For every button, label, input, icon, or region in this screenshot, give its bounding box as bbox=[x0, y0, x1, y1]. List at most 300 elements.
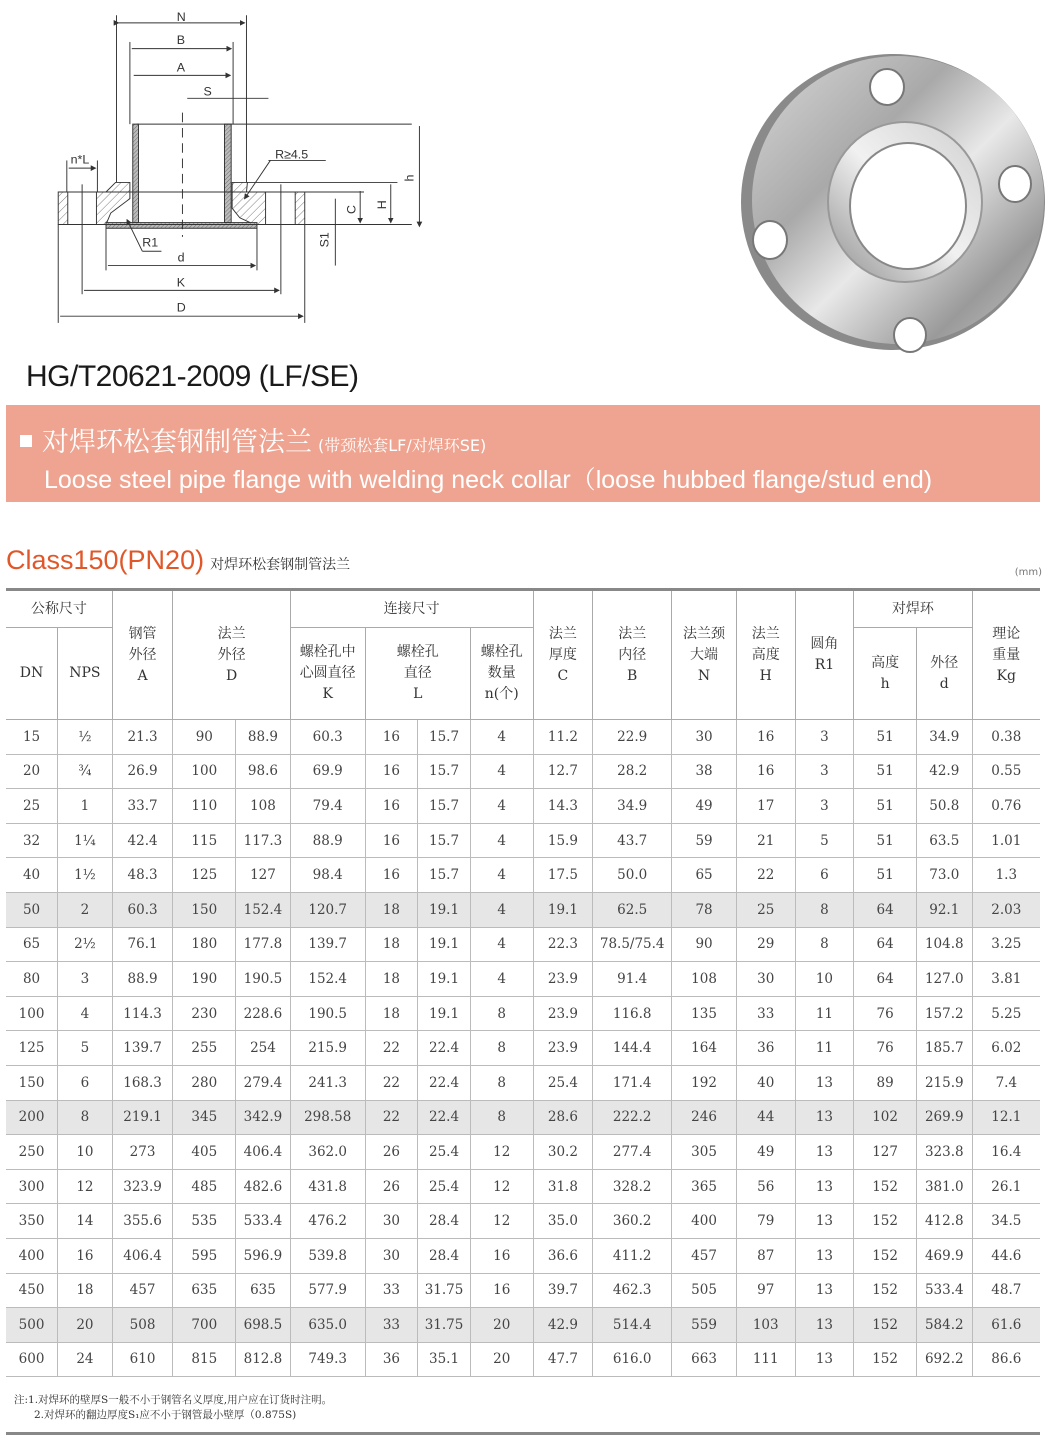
table-row bbox=[6, 789, 1040, 824]
cell-weight: 1.01 bbox=[972, 823, 1040, 858]
cell-bolt-hole: 15.7 bbox=[418, 823, 471, 858]
cell-collar-d: 50.8 bbox=[916, 789, 972, 824]
dim-label-C: C bbox=[344, 204, 359, 214]
cell-bolt-hole-nominal: 16 bbox=[365, 823, 418, 858]
cell-bolt-hole-nominal: 33 bbox=[365, 1308, 418, 1343]
cell-height: 103 bbox=[736, 1308, 795, 1343]
cell-flange-od-nominal: 115 bbox=[173, 823, 236, 858]
cell-pipe-od: 457 bbox=[112, 1273, 173, 1308]
bolt-hole bbox=[894, 318, 926, 352]
cell-neck: 135 bbox=[672, 996, 737, 1031]
header-bolt-count: 螺栓孔 数量 n(个) bbox=[470, 628, 533, 720]
flange-product-photo bbox=[730, 40, 1050, 360]
cell-bolt-hole-nominal: 16 bbox=[365, 789, 418, 824]
cell-pipe-od: 26.9 bbox=[112, 754, 173, 789]
cell-bolt-count: 4 bbox=[470, 962, 533, 997]
cell-bolt-circle: 69.9 bbox=[290, 754, 365, 789]
header-flange-od: 法兰 外径 D bbox=[173, 590, 290, 720]
cell-flange-od-nominal: 595 bbox=[173, 1238, 236, 1273]
cell-collar-d: 381.0 bbox=[916, 1169, 972, 1204]
cell-collar-h: 51 bbox=[854, 858, 917, 893]
cell-bolt-count: 4 bbox=[470, 754, 533, 789]
flange-spec-table bbox=[6, 588, 1040, 1377]
cell-dn: 150 bbox=[6, 1065, 58, 1100]
cell-dn: 20 bbox=[6, 754, 58, 789]
cell-bolt-circle: 98.4 bbox=[290, 858, 365, 893]
cell-dn: 100 bbox=[6, 996, 58, 1031]
cell-height: 21 bbox=[736, 823, 795, 858]
cell-bolt-hole: 22.4 bbox=[418, 1065, 471, 1100]
cell-bolt-hole-nominal: 36 bbox=[365, 1342, 418, 1377]
cell-height: 33 bbox=[736, 996, 795, 1031]
cell-bolt-hole: 25.4 bbox=[418, 1135, 471, 1170]
dim-label-nL: n*L bbox=[70, 152, 90, 167]
cell-dn: 600 bbox=[6, 1342, 58, 1377]
cell-nps: 1½ bbox=[58, 858, 113, 893]
cell-bolt-hole-nominal: 26 bbox=[365, 1169, 418, 1204]
cell-bolt-circle: 190.5 bbox=[290, 996, 365, 1031]
cell-neck: 505 bbox=[672, 1273, 737, 1308]
cell-bolt-count: 20 bbox=[470, 1342, 533, 1377]
cell-nps: 1¼ bbox=[58, 823, 113, 858]
table-row bbox=[6, 1065, 1040, 1100]
cell-neck: 30 bbox=[672, 720, 737, 755]
cell-collar-h: 152 bbox=[854, 1273, 917, 1308]
cell-bolt-hole: 15.7 bbox=[418, 789, 471, 824]
cell-height: 22 bbox=[736, 858, 795, 893]
cell-weight: 34.5 bbox=[972, 1204, 1040, 1239]
cell-flange-od-nominal: 90 bbox=[173, 720, 236, 755]
cell-bolt-hole: 22.4 bbox=[418, 1100, 471, 1135]
cell-dn: 80 bbox=[6, 962, 58, 997]
cell-flange-od: 279.4 bbox=[236, 1065, 291, 1100]
cell-radius: 13 bbox=[795, 1135, 854, 1170]
table-row bbox=[6, 1100, 1040, 1135]
cell-dn: 50 bbox=[6, 892, 58, 927]
cell-bolt-hole: 15.7 bbox=[418, 754, 471, 789]
cell-collar-h: 64 bbox=[854, 962, 917, 997]
dim-label-K: K bbox=[176, 275, 185, 290]
cell-flange-od: 108 bbox=[236, 789, 291, 824]
cell-flange-od: 177.8 bbox=[236, 927, 291, 962]
cell-bolt-hole: 19.1 bbox=[418, 962, 471, 997]
dim-label-B: B bbox=[176, 32, 185, 47]
flange-cross-section-drawing bbox=[20, 0, 450, 340]
cell-pipe-od: 406.4 bbox=[112, 1238, 173, 1273]
cell-pipe-od: 114.3 bbox=[112, 996, 173, 1031]
cell-collar-h: 152 bbox=[854, 1342, 917, 1377]
cell-inner-dia: 616.0 bbox=[593, 1342, 672, 1377]
cell-flange-od-nominal: 535 bbox=[173, 1204, 236, 1239]
cell-collar-d: 323.8 bbox=[916, 1135, 972, 1170]
cell-nps: 18 bbox=[58, 1273, 113, 1308]
cell-inner-dia: 50.0 bbox=[593, 858, 672, 893]
cell-thickness: 19.1 bbox=[533, 892, 593, 927]
dim-label-S1: S1 bbox=[317, 232, 332, 248]
cell-weight: 0.38 bbox=[972, 720, 1040, 755]
cell-collar-d: 42.9 bbox=[916, 754, 972, 789]
cell-radius: 10 bbox=[795, 962, 854, 997]
unit-label: (mm) bbox=[1014, 567, 1042, 578]
cell-dn: 500 bbox=[6, 1308, 58, 1343]
cell-weight: 7.4 bbox=[972, 1065, 1040, 1100]
cell-thickness: 30.2 bbox=[533, 1135, 593, 1170]
cell-nps: 1 bbox=[58, 789, 113, 824]
dim-label-D: D bbox=[176, 300, 186, 315]
cell-pipe-od: 88.9 bbox=[112, 962, 173, 997]
cell-bolt-hole-nominal: 22 bbox=[365, 1031, 418, 1066]
cell-nps: 3 bbox=[58, 962, 113, 997]
cell-flange-od-nominal: 230 bbox=[173, 996, 236, 1031]
cell-radius: 5 bbox=[795, 823, 854, 858]
banner-title-cn: 对焊环松套钢制管法兰 bbox=[42, 427, 312, 458]
header-collar: 对焊环 bbox=[854, 590, 972, 628]
cell-radius: 3 bbox=[795, 720, 854, 755]
cell-collar-h: 127 bbox=[854, 1135, 917, 1170]
cell-collar-d: 63.5 bbox=[916, 823, 972, 858]
cell-inner-dia: 411.2 bbox=[593, 1238, 672, 1273]
cell-bolt-hole: 25.4 bbox=[418, 1169, 471, 1204]
cell-collar-d: 692.2 bbox=[916, 1342, 972, 1377]
cell-weight: 5.25 bbox=[972, 996, 1040, 1031]
cell-bolt-circle: 476.2 bbox=[290, 1204, 365, 1239]
cell-collar-h: 152 bbox=[854, 1204, 917, 1239]
cell-height: 30 bbox=[736, 962, 795, 997]
cell-weight: 3.25 bbox=[972, 927, 1040, 962]
cell-weight: 44.6 bbox=[972, 1238, 1040, 1273]
banner-title-cn-sub: (带颈松套LF/对焊环SE) bbox=[318, 436, 487, 455]
cell-neck: 365 bbox=[672, 1169, 737, 1204]
cell-dn: 15 bbox=[6, 720, 58, 755]
cell-weight: 1.3 bbox=[972, 858, 1040, 893]
cell-bolt-hole: 31.75 bbox=[418, 1273, 471, 1308]
table-row bbox=[6, 858, 1040, 893]
cell-collar-d: 157.2 bbox=[916, 996, 972, 1031]
cell-pipe-od: 168.3 bbox=[112, 1065, 173, 1100]
cell-radius: 3 bbox=[795, 754, 854, 789]
table-body bbox=[6, 720, 1040, 1377]
class-label: Class150(PN20) bbox=[6, 545, 205, 575]
cell-bolt-hole-nominal: 18 bbox=[365, 962, 418, 997]
cell-collar-h: 64 bbox=[854, 927, 917, 962]
cell-radius: 13 bbox=[795, 1342, 854, 1377]
cell-thickness: 23.9 bbox=[533, 996, 593, 1031]
cell-inner-dia: 22.9 bbox=[593, 720, 672, 755]
cell-thickness: 36.6 bbox=[533, 1238, 593, 1273]
table-row bbox=[6, 1031, 1040, 1066]
cell-height: 16 bbox=[736, 754, 795, 789]
cell-weight: 6.02 bbox=[972, 1031, 1040, 1066]
cell-flange-od: 254 bbox=[236, 1031, 291, 1066]
cell-pipe-od: 273 bbox=[112, 1135, 173, 1170]
cell-flange-od: 635 bbox=[236, 1273, 291, 1308]
cell-dn: 125 bbox=[6, 1031, 58, 1066]
cell-collar-d: 215.9 bbox=[916, 1065, 972, 1100]
cell-flange-od-nominal: 190 bbox=[173, 962, 236, 997]
cell-radius: 8 bbox=[795, 927, 854, 962]
cell-bolt-count: 4 bbox=[470, 823, 533, 858]
cell-inner-dia: 328.2 bbox=[593, 1169, 672, 1204]
cell-bolt-circle: 635.0 bbox=[290, 1308, 365, 1343]
bolt-hole bbox=[999, 166, 1031, 202]
cell-neck: 559 bbox=[672, 1308, 737, 1343]
cell-height: 87 bbox=[736, 1238, 795, 1273]
banner-title-cn-row bbox=[20, 420, 486, 459]
class-sub-label: 对焊环松套钢制管法兰 bbox=[210, 557, 351, 573]
cell-bolt-count: 12 bbox=[470, 1135, 533, 1170]
cell-collar-h: 152 bbox=[854, 1169, 917, 1204]
cell-flange-od: 482.6 bbox=[236, 1169, 291, 1204]
cell-dn: 65 bbox=[6, 927, 58, 962]
bottom-divider bbox=[6, 1432, 1040, 1435]
cell-flange-od-nominal: 255 bbox=[173, 1031, 236, 1066]
cell-neck: 400 bbox=[672, 1204, 737, 1239]
cell-flange-od: 117.3 bbox=[236, 823, 291, 858]
header-bolt-hole: 螺栓孔 直径 L bbox=[365, 628, 470, 720]
cell-flange-od: 342.9 bbox=[236, 1100, 291, 1135]
cell-thickness: 35.0 bbox=[533, 1204, 593, 1239]
cell-thickness: 12.7 bbox=[533, 754, 593, 789]
cell-dn: 400 bbox=[6, 1238, 58, 1273]
cell-flange-od-nominal: 405 bbox=[173, 1135, 236, 1170]
cell-bolt-count: 12 bbox=[470, 1169, 533, 1204]
notes bbox=[14, 1393, 332, 1423]
cell-weight: 61.6 bbox=[972, 1308, 1040, 1343]
cell-thickness: 31.8 bbox=[533, 1169, 593, 1204]
cell-flange-od-nominal: 110 bbox=[173, 789, 236, 824]
cell-nps: 16 bbox=[58, 1238, 113, 1273]
banner-title-en: Loose steel pipe flange with welding neck collar（loose hubbed flange/stud end) bbox=[44, 466, 933, 494]
cell-flange-od: 98.6 bbox=[236, 754, 291, 789]
header-dn: DN bbox=[6, 628, 58, 720]
cell-neck: 663 bbox=[672, 1342, 737, 1377]
cell-inner-dia: 34.9 bbox=[593, 789, 672, 824]
cell-radius: 13 bbox=[795, 1204, 854, 1239]
cell-bolt-circle: 120.7 bbox=[290, 892, 365, 927]
cell-neck: 305 bbox=[672, 1135, 737, 1170]
cell-weight: 16.4 bbox=[972, 1135, 1040, 1170]
cell-flange-od: 88.9 bbox=[236, 720, 291, 755]
cell-inner-dia: 514.4 bbox=[593, 1308, 672, 1343]
cell-radius: 13 bbox=[795, 1100, 854, 1135]
cell-flange-od-nominal: 345 bbox=[173, 1100, 236, 1135]
cell-pipe-od: 355.6 bbox=[112, 1204, 173, 1239]
cell-nps: 8 bbox=[58, 1100, 113, 1135]
cell-bolt-circle: 749.3 bbox=[290, 1342, 365, 1377]
cell-pipe-od: 323.9 bbox=[112, 1169, 173, 1204]
cell-weight: 12.1 bbox=[972, 1100, 1040, 1135]
cell-collar-d: 469.9 bbox=[916, 1238, 972, 1273]
header-radius: 圆角 R1 bbox=[795, 590, 854, 720]
cell-radius: 8 bbox=[795, 892, 854, 927]
cell-bolt-circle: 362.0 bbox=[290, 1135, 365, 1170]
cell-bolt-count: 4 bbox=[470, 789, 533, 824]
cell-bolt-hole-nominal: 30 bbox=[365, 1238, 418, 1273]
cell-bolt-count: 4 bbox=[470, 858, 533, 893]
cell-collar-h: 89 bbox=[854, 1065, 917, 1100]
header-inner-dia: 法兰 内径 B bbox=[593, 590, 672, 720]
cell-flange-od: 190.5 bbox=[236, 962, 291, 997]
square-bullet-icon bbox=[20, 435, 32, 447]
header-nominal-size: 公称尺寸 bbox=[6, 590, 112, 628]
cell-nps: 2 bbox=[58, 892, 113, 927]
cell-collar-d: 34.9 bbox=[916, 720, 972, 755]
header-connection: 连接尺寸 bbox=[290, 590, 533, 628]
cell-neck: 78 bbox=[672, 892, 737, 927]
cell-pipe-od: 508 bbox=[112, 1308, 173, 1343]
cell-flange-od: 533.4 bbox=[236, 1204, 291, 1239]
cell-neck: 65 bbox=[672, 858, 737, 893]
cell-pipe-od: 610 bbox=[112, 1342, 173, 1377]
cell-pipe-od: 33.7 bbox=[112, 789, 173, 824]
cell-bolt-hole: 15.7 bbox=[418, 858, 471, 893]
cell-neck: 164 bbox=[672, 1031, 737, 1066]
cell-bolt-count: 8 bbox=[470, 996, 533, 1031]
note-1: 注:1.对焊环的壁厚S一般不小于钢管名义厚度,用户应在订货时注明。 bbox=[14, 1394, 333, 1406]
cell-collar-d: 412.8 bbox=[916, 1204, 972, 1239]
cell-thickness: 42.9 bbox=[533, 1308, 593, 1343]
bolt-hole bbox=[870, 69, 904, 105]
cell-neck: 59 bbox=[672, 823, 737, 858]
table-row bbox=[6, 996, 1040, 1031]
cell-nps: 5 bbox=[58, 1031, 113, 1066]
cell-inner-dia: 144.4 bbox=[593, 1031, 672, 1066]
dim-label-N: N bbox=[176, 9, 186, 24]
cell-nps: 14 bbox=[58, 1204, 113, 1239]
cell-bolt-circle: 152.4 bbox=[290, 962, 365, 997]
cell-pipe-od: 42.4 bbox=[112, 823, 173, 858]
cell-bolt-count: 4 bbox=[470, 892, 533, 927]
cell-bolt-hole: 35.1 bbox=[418, 1342, 471, 1377]
dim-label-d: d bbox=[177, 250, 185, 265]
cell-bolt-hole: 19.1 bbox=[418, 996, 471, 1031]
cell-height: 56 bbox=[736, 1169, 795, 1204]
cell-nps: 20 bbox=[58, 1308, 113, 1343]
cell-height: 79 bbox=[736, 1204, 795, 1239]
header-collar-d: 外径 d bbox=[916, 628, 972, 720]
cell-bolt-count: 8 bbox=[470, 1100, 533, 1135]
cell-collar-d: 73.0 bbox=[916, 858, 972, 893]
cell-collar-h: 51 bbox=[854, 720, 917, 755]
table-row bbox=[6, 1342, 1040, 1377]
table-row bbox=[6, 1308, 1040, 1343]
cell-bolt-circle: 215.9 bbox=[290, 1031, 365, 1066]
cell-height: 40 bbox=[736, 1065, 795, 1100]
cell-flange-od: 228.6 bbox=[236, 996, 291, 1031]
cell-thickness: 15.9 bbox=[533, 823, 593, 858]
cell-pipe-od: 76.1 bbox=[112, 927, 173, 962]
title-banner bbox=[6, 405, 1040, 502]
cell-inner-dia: 43.7 bbox=[593, 823, 672, 858]
cell-collar-h: 102 bbox=[854, 1100, 917, 1135]
cell-neck: 246 bbox=[672, 1100, 737, 1135]
cell-collar-h: 76 bbox=[854, 996, 917, 1031]
cell-dn: 300 bbox=[6, 1169, 58, 1204]
header-pipe-od: 钢管 外径 A bbox=[112, 590, 173, 720]
cell-flange-od-nominal: 100 bbox=[173, 754, 236, 789]
cell-bolt-hole-nominal: 18 bbox=[365, 996, 418, 1031]
cell-flange-od: 812.8 bbox=[236, 1342, 291, 1377]
cell-dn: 40 bbox=[6, 858, 58, 893]
cell-bolt-hole-nominal: 16 bbox=[365, 858, 418, 893]
cell-flange-od-nominal: 485 bbox=[173, 1169, 236, 1204]
cell-nps: 12 bbox=[58, 1169, 113, 1204]
cell-bolt-hole-nominal: 18 bbox=[365, 927, 418, 962]
table-row bbox=[6, 720, 1040, 755]
cell-height: 25 bbox=[736, 892, 795, 927]
cell-dn: 250 bbox=[6, 1135, 58, 1170]
class-heading bbox=[6, 545, 350, 576]
cell-bolt-circle: 298.58 bbox=[290, 1100, 365, 1135]
cell-bolt-hole: 31.75 bbox=[418, 1308, 471, 1343]
cell-flange-od: 698.5 bbox=[236, 1308, 291, 1343]
cell-nps: 24 bbox=[58, 1342, 113, 1377]
table-row bbox=[6, 1135, 1040, 1170]
cell-flange-od: 596.9 bbox=[236, 1238, 291, 1273]
cell-height: 17 bbox=[736, 789, 795, 824]
table-row bbox=[6, 927, 1040, 962]
cell-bolt-count: 16 bbox=[470, 1238, 533, 1273]
table-row bbox=[6, 754, 1040, 789]
cell-bolt-circle: 60.3 bbox=[290, 720, 365, 755]
header-collar-h: 高度 h bbox=[854, 628, 917, 720]
cell-neck: 49 bbox=[672, 789, 737, 824]
dim-label-A: A bbox=[176, 60, 185, 75]
cell-dn: 200 bbox=[6, 1100, 58, 1135]
cell-flange-od-nominal: 700 bbox=[173, 1308, 236, 1343]
cell-thickness: 47.7 bbox=[533, 1342, 593, 1377]
cell-pipe-od: 60.3 bbox=[112, 892, 173, 927]
cell-flange-od: 152.4 bbox=[236, 892, 291, 927]
cell-height: 97 bbox=[736, 1273, 795, 1308]
cell-inner-dia: 62.5 bbox=[593, 892, 672, 927]
cell-flange-od: 127 bbox=[236, 858, 291, 893]
cell-pipe-od: 48.3 bbox=[112, 858, 173, 893]
cell-collar-d: 127.0 bbox=[916, 962, 972, 997]
cell-bolt-hole-nominal: 33 bbox=[365, 1273, 418, 1308]
cell-radius: 6 bbox=[795, 858, 854, 893]
cell-bolt-count: 20 bbox=[470, 1308, 533, 1343]
cell-collar-h: 152 bbox=[854, 1308, 917, 1343]
cell-weight: 2.03 bbox=[972, 892, 1040, 927]
cell-bolt-count: 8 bbox=[470, 1031, 533, 1066]
cell-neck: 192 bbox=[672, 1065, 737, 1100]
cell-collar-h: 51 bbox=[854, 789, 917, 824]
cell-bolt-hole-nominal: 26 bbox=[365, 1135, 418, 1170]
cell-thickness: 39.7 bbox=[533, 1273, 593, 1308]
cell-flange-od: 406.4 bbox=[236, 1135, 291, 1170]
cell-collar-h: 76 bbox=[854, 1031, 917, 1066]
cell-dn: 450 bbox=[6, 1273, 58, 1308]
cell-flange-od-nominal: 635 bbox=[173, 1273, 236, 1308]
cell-collar-d: 533.4 bbox=[916, 1273, 972, 1308]
dim-label-S: S bbox=[203, 84, 212, 99]
table-row bbox=[6, 823, 1040, 858]
cell-height: 111 bbox=[736, 1342, 795, 1377]
cell-collar-d: 584.2 bbox=[916, 1308, 972, 1343]
cell-flange-od-nominal: 150 bbox=[173, 892, 236, 927]
cell-bolt-circle: 577.9 bbox=[290, 1273, 365, 1308]
cell-bolt-hole-nominal: 16 bbox=[365, 754, 418, 789]
cell-thickness: 23.9 bbox=[533, 962, 593, 997]
cell-inner-dia: 116.8 bbox=[593, 996, 672, 1031]
cell-weight: 3.81 bbox=[972, 962, 1040, 997]
cell-inner-dia: 78.5/75.4 bbox=[593, 927, 672, 962]
cell-bolt-hole: 19.1 bbox=[418, 927, 471, 962]
cell-nps: ½ bbox=[58, 720, 113, 755]
cell-nps: 2½ bbox=[58, 927, 113, 962]
cell-flange-od-nominal: 815 bbox=[173, 1342, 236, 1377]
